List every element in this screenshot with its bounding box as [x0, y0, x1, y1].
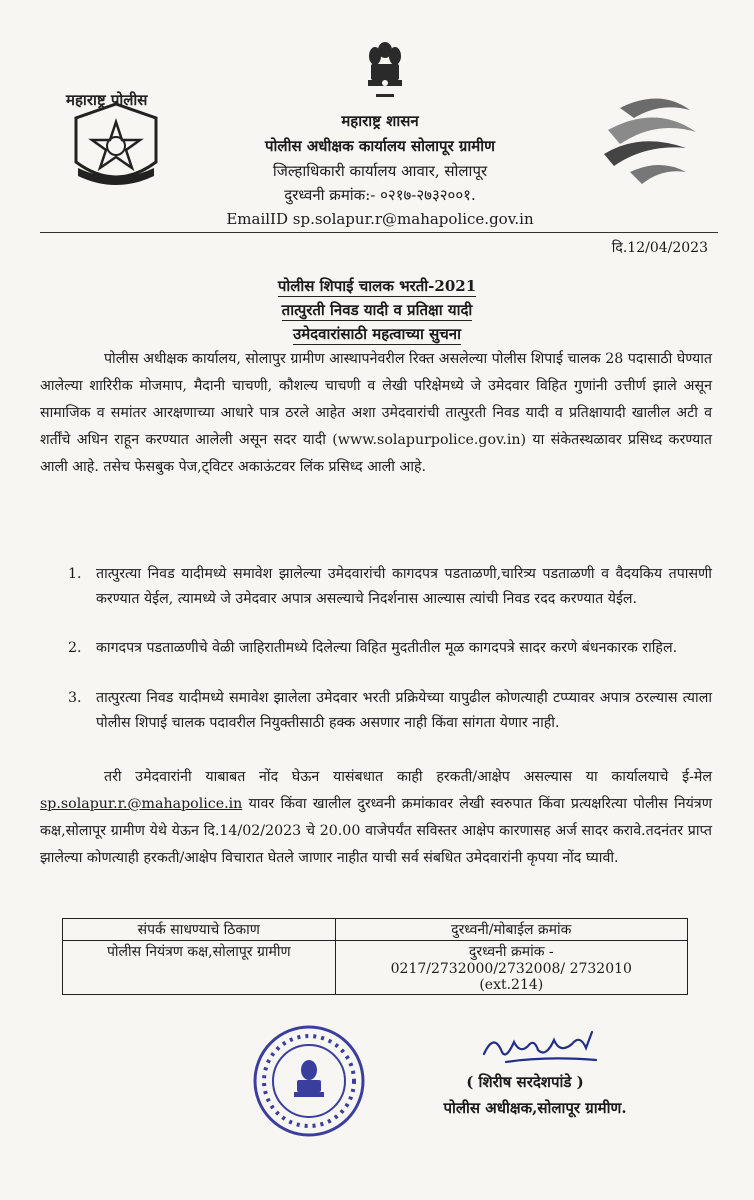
header-line-office: पोलीस अधीक्षक कार्यालय सोलापूर ग्रामीण [265, 137, 495, 155]
phone-numbers: 0217/2732000/2732008/ 2732010 [390, 961, 632, 977]
signatory-name: ( शिरीष सरदेशपांडे ) [466, 1073, 584, 1091]
list-item-text: कागदपत्र पडताळणीचे वेळी जाहिरातीमध्ये दिलेल्या विहित मुदतीतील मूळ कागदपत्रे सादर करणे बंधनकारक राहिल. [96, 640, 678, 656]
objection-paragraph [40, 764, 712, 872]
header-line-email: EmailID sp.solapur.r@mahapolice.gov.in [226, 210, 534, 228]
list-item-number: 1. [68, 566, 82, 582]
table-cell-place: पोलीस नियंत्रण कक्ष,सोलापूर ग्रामीण [63, 941, 336, 995]
signature-icon [476, 1024, 616, 1066]
title-line-3: उमेदवारांसाठी महत्वाच्या सुचना [292, 325, 461, 343]
header-line-phone: दुरध्वनी क्रमांक:- ०२१७-२७३२००१. [284, 186, 476, 204]
list-item-text: तात्पुरत्या निवड यादीमध्ये समावेश झालेल्या उमेदवारांची कागदपत्र पडताळणी,चारित्र्य पडताळणी व वैदयकिय तपासणी करण्यात येईल, त्यामध्ये जे उमेदवार अपात्र असल्याचे निदर्शनास आल्यास त्यांची निवड रदद करण्यात येईल. [96, 566, 712, 607]
header-divider [40, 232, 718, 233]
swirl-logo-icon [590, 88, 708, 196]
signatory-designation: पोलीस अधीक्षक,सोलापूर ग्रामीण. [443, 1099, 627, 1117]
intro-paragraph: पोलीस अधीक्षक कार्यालय, सोलापुर ग्रामीण आस्थापनेवरील रिक्त असलेल्या पोलीस शिपाई चालक 28 पदासाठी घेण्यात आलेल्या शारिरीक मोजमाप, मैदानी चाचणी, कौशल्य चाचणी व लेखी परिक्षेमध्ये जे उमेदवार विहित गुणांनी उत्तीर्ण झाले असून सामाजिक व समांतर आरक्षणाच्या आधारे पात्र ठरले आहेत अशा उमेदवारांची तात्पुरती निवड यादी व प्रतिक्षायादी खालील अटी व शर्तींचे अधिन राहून करण्यात आलेली असून सदर यादी (www.solapurpolice.gov.in) या संकेतस्थळावर प्रसिध्द करण्यात आली आहे. तसेच फेसबुक पेज,ट्विटर अकाऊंटवर लिंक प्रसिध्द आली आहे. [40, 351, 712, 475]
table-header-phone: दुरध्वनी/मोबाईल क्रमांक [335, 919, 687, 941]
email-link[interactable]: sp.solapur.r.@mahapolice.in [40, 796, 243, 812]
table-row [63, 941, 688, 995]
list-item-number: 3. [68, 690, 82, 706]
contact-table [62, 918, 688, 995]
table-cell-phone [335, 941, 687, 995]
state-emblem-icon [362, 38, 408, 104]
list-item-text: तात्पुरत्या निवड यादीमध्ये समावेश झालेला उमेदवार भरती प्रक्रियेच्या यापुढील कोणत्याही टप्प्यावर अपात्र ठरल्यास त्याला पोलीस शिपाई चालक पदावरील नियुक्तीसाठी हक्क असणार नाही किंवा सांगता येणार नाही. [96, 690, 712, 731]
office-stamp-icon [252, 1024, 366, 1138]
title-line-1: पोलीस शिपाई चालक भरती-2021 [277, 277, 477, 295]
table-header-row [63, 919, 688, 941]
objection-text-start: तरी उमेदवारांनी याबाबत नोंद घेऊन यासंबधात काही हरकती/आक्षेप असल्यास या कार्यालयाचे ई-मेल [104, 769, 712, 785]
header-line-government: महाराष्ट्र शासन [341, 112, 419, 130]
phone-label: दुरध्वनी क्रमांक - [468, 944, 554, 960]
table-header-place: संपर्क साधण्याचे ठिकाण [63, 919, 336, 941]
logo-left-text: महाराष्ट्र पोलीस [66, 91, 148, 109]
phone-extension: (ext.214) [479, 977, 544, 993]
list-item-number: 2. [68, 640, 82, 656]
header-line-address: जिल्हाधिकारी कार्यालय आवार, सोलापूर [272, 162, 488, 180]
title-line-2: तात्पुरती निवड यादी व प्रतिक्षा यादी [281, 301, 473, 319]
document-date: दि.12/04/2023 [611, 240, 708, 256]
objection-text-end: यावर किंवा खालील दुरध्वनी क्रमांकावर लेखी स्वरुपात किंवा प्रत्यक्षरित्या पोलीस नियंत्रण कक्ष,सोलापूर ग्रामीण येथे येऊन दि.14/02/2023 चे 20.00 वाजेपर्यंत सविस्तर आक्षेप कारणासह अर्ज सादर करावे.तदनंतर प्राप्त झालेल्या कोणत्याही हरकती/आक्षेप विचारात घेतले जाणार नाहीत याची सर्व संबधित उमेदवारांनी कृपया नोंद घ्यावी. [40, 796, 712, 866]
